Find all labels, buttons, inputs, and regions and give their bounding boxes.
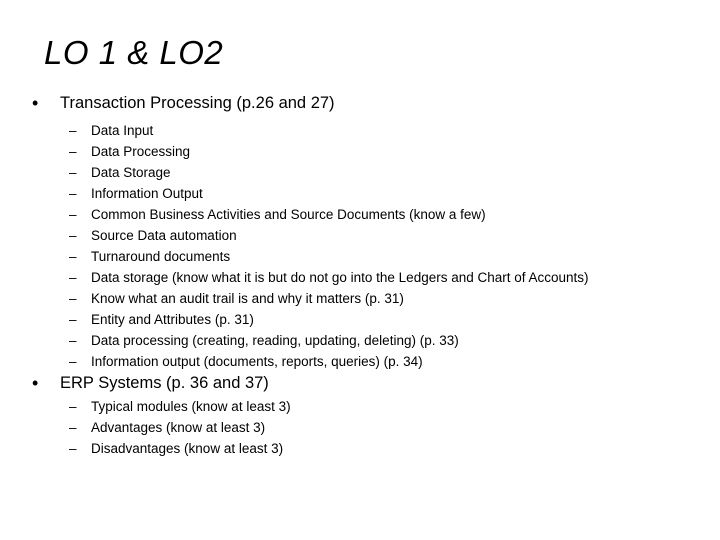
section-heading: Transaction Processing (p.26 and 27) xyxy=(60,94,335,112)
sub-bullet-item xyxy=(0,330,720,351)
sub-bullet-text: Data storage (know what it is but do not go into the Ledgers and Chart of Accounts) xyxy=(91,270,589,285)
dash-icon: – xyxy=(69,312,77,327)
sub-bullet-item xyxy=(0,183,720,204)
sub-bullet-item xyxy=(0,396,720,417)
sub-bullet-text: Data Storage xyxy=(91,165,171,180)
sub-bullet-text: Information output (documents, reports, queries) (p. 34) xyxy=(91,354,423,369)
sub-bullet-item xyxy=(0,417,720,438)
dash-icon: – xyxy=(69,333,77,348)
bullet-icon: • xyxy=(32,373,39,393)
section-erp-systems xyxy=(0,372,720,459)
dash-icon: – xyxy=(69,270,77,285)
dash-icon: – xyxy=(69,228,77,243)
sub-bullet-list xyxy=(0,396,720,459)
bullet-icon: • xyxy=(32,93,39,113)
dash-icon: – xyxy=(69,207,77,222)
sub-bullet-text: Entity and Attributes (p. 31) xyxy=(91,312,254,327)
sub-bullet-item xyxy=(0,225,720,246)
dash-icon: – xyxy=(69,186,77,201)
sub-bullet-item xyxy=(0,141,720,162)
slide-title: LO 1 & LO2 xyxy=(44,34,224,71)
dash-icon: – xyxy=(69,441,77,456)
sub-bullet-text: Source Data automation xyxy=(91,228,237,243)
sub-bullet-item xyxy=(0,267,720,288)
sub-bullet-item xyxy=(0,351,720,372)
sub-bullet-text: Know what an audit trail is and why it matters (p. 31) xyxy=(91,291,404,306)
dash-icon: – xyxy=(69,399,77,414)
dash-icon: – xyxy=(69,123,77,138)
sub-bullet-item xyxy=(0,204,720,225)
sub-bullet-item xyxy=(0,246,720,267)
sub-bullet-list xyxy=(0,120,720,372)
dash-icon: – xyxy=(69,144,77,159)
sub-bullet-text: Data processing (creating, reading, updating, deleting) (p. 33) xyxy=(91,333,459,348)
sub-bullet-text: Data Processing xyxy=(91,144,191,159)
sub-bullet-item xyxy=(0,438,720,459)
dash-icon: – xyxy=(69,291,77,306)
bullet-item xyxy=(0,372,720,396)
sub-bullet-text: Typical modules (know at least 3) xyxy=(91,399,291,414)
sub-bullet-text: Data Input xyxy=(91,123,154,138)
sub-bullet-text: Disadvantages (know at least 3) xyxy=(91,441,284,456)
section-transaction-processing xyxy=(0,92,720,372)
dash-icon: – xyxy=(69,249,77,264)
sub-bullet-item xyxy=(0,288,720,309)
sub-bullet-text: Advantages (know at least 3) xyxy=(91,420,266,435)
dash-icon: – xyxy=(69,165,77,180)
sub-bullet-text: Turnaround documents xyxy=(91,249,231,264)
sub-bullet-text: Common Business Activities and Source Documents (know a few) xyxy=(91,207,486,222)
sub-bullet-item xyxy=(0,120,720,141)
dash-icon: – xyxy=(69,354,77,369)
section-heading: ERP Systems (p. 36 and 37) xyxy=(60,374,269,392)
sub-bullet-item xyxy=(0,309,720,330)
sub-bullet-text: Information Output xyxy=(91,186,203,201)
dash-icon: – xyxy=(69,420,77,435)
bullet-item xyxy=(0,92,720,116)
sub-bullet-item xyxy=(0,162,720,183)
